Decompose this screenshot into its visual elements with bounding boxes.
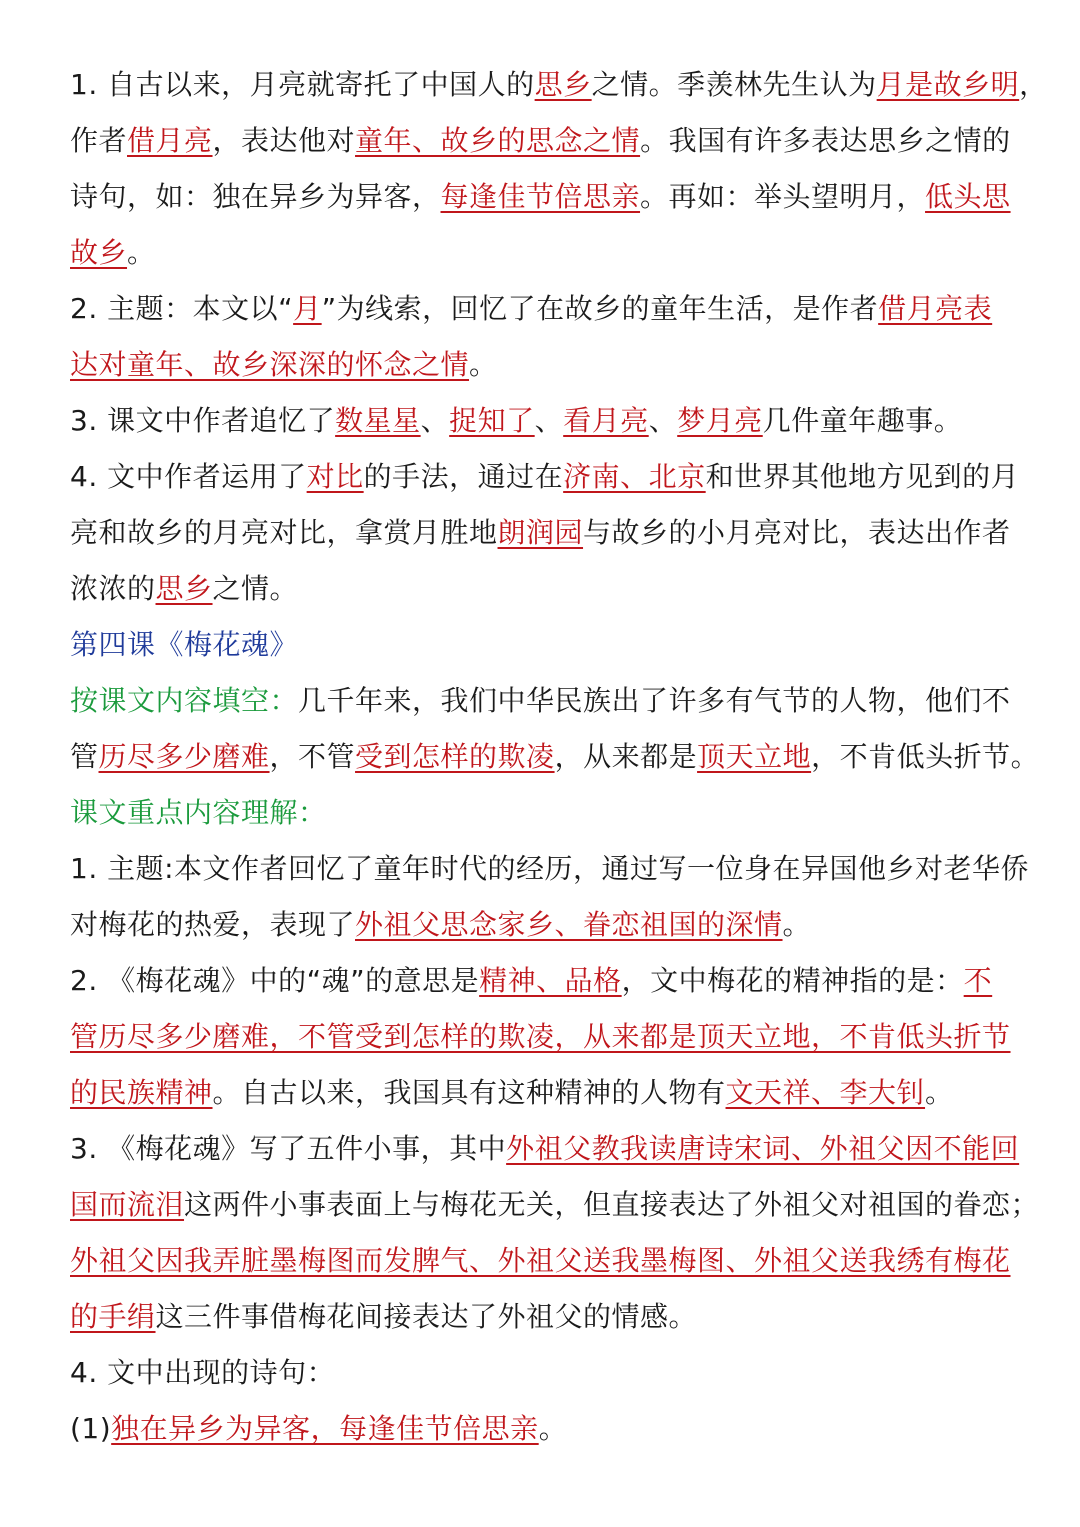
answer-blank: 历尽多少磨难 bbox=[98, 740, 270, 773]
paragraph-4-line-2 bbox=[70, 505, 1015, 561]
text: 1. 自古以来，月亮就寄托了中国人的 bbox=[70, 68, 535, 101]
text: 对梅花的热爱，表现了 bbox=[70, 908, 356, 941]
text: ，不肯低头折节。 bbox=[811, 740, 1040, 773]
text: 之情。 bbox=[212, 572, 299, 605]
text: 4. 文中出现的诗句： bbox=[70, 1356, 336, 1389]
paragraph-3-line-1 bbox=[70, 393, 1015, 449]
paragraph-2-line-2 bbox=[70, 337, 1015, 393]
text: 这两件小事表面上与梅花无关，但直接表达了外祖父对祖国的眷恋； bbox=[184, 1188, 1040, 1221]
text: 浓浓的 bbox=[70, 572, 156, 605]
key-4-line-2 bbox=[70, 1401, 1015, 1457]
key-3-line-1 bbox=[70, 1121, 1020, 1177]
answer-blank: 月 bbox=[293, 292, 322, 325]
key-3-line-2 bbox=[70, 1177, 1040, 1233]
answer-blank: 捉知了 bbox=[449, 404, 535, 437]
text: 3. 《梅花魂》写了五件小事，其中 bbox=[70, 1132, 507, 1165]
text: 。自古以来，我国具有这种精神的人物有 bbox=[212, 1076, 726, 1109]
answer-blank: 思乡 bbox=[155, 572, 213, 605]
text: 与故乡的小月亮对比，表达出作者 bbox=[583, 516, 1011, 549]
paragraph-4-line-1 bbox=[70, 449, 1020, 505]
answer-blank: 独在异乡为异客，每逢佳节倍思亲 bbox=[111, 1412, 539, 1445]
answer-blank: 不 bbox=[963, 964, 993, 997]
fill-line-2 bbox=[70, 729, 1040, 785]
paragraph-1-line-4 bbox=[70, 225, 1015, 281]
text: 1. 主题:本文作者回忆了童年时代的经历，通过写一位身在异国他乡对老华侨 bbox=[70, 852, 1030, 885]
key-3-line-4 bbox=[70, 1289, 1015, 1345]
answer-blank: 达对童年、故乡深深的怀念之情 bbox=[70, 348, 470, 381]
answer-blank: 文天祥、李大钊 bbox=[725, 1076, 926, 1109]
text: 、 bbox=[534, 404, 564, 437]
text: 。 bbox=[782, 908, 812, 941]
text: ，不管 bbox=[269, 740, 356, 773]
text: 和世界其他地方见到的月 bbox=[705, 460, 1020, 493]
answer-blank: 管历尽多少磨难，不管受到怎样的欺凌，从来都是顶天立地，不肯低头折节 bbox=[70, 1020, 1011, 1053]
text: 。再如：举头望明月， bbox=[640, 180, 926, 213]
fill-label: 按课文内容填空： bbox=[70, 684, 299, 717]
text: ”为线索，回忆了在故乡的童年生活，是作者 bbox=[321, 292, 879, 325]
text: 、 bbox=[648, 404, 678, 437]
text: 3. 课文中作者追忆了 bbox=[70, 404, 336, 437]
key-4-line-1 bbox=[70, 1345, 1015, 1401]
answer-blank: 思乡 bbox=[534, 68, 592, 101]
text: 诗句，如：独在异乡为异客， bbox=[70, 180, 441, 213]
text: 。 bbox=[925, 1076, 954, 1109]
answer-blank: 梦月亮 bbox=[677, 404, 763, 437]
fill-line-1 bbox=[70, 673, 1015, 729]
answer-blank: 低头思 bbox=[925, 180, 1011, 213]
text: 的手法，通过在 bbox=[363, 460, 564, 493]
paragraph-4-line-3 bbox=[70, 561, 1015, 617]
key-2-line-3 bbox=[70, 1065, 1015, 1121]
text: 2. 主题：本文以“ bbox=[70, 292, 294, 325]
key-1-line-2 bbox=[70, 897, 1015, 953]
answer-blank: 外祖父因我弄脏墨梅图而发脾气、外祖父送我墨梅图、外祖父送我绣有梅花 bbox=[70, 1244, 1011, 1277]
answer-blank: 国而流泪 bbox=[70, 1188, 185, 1221]
answer-blank: 的手绢 bbox=[70, 1300, 156, 1333]
answer-blank: 的民族精神 bbox=[70, 1076, 213, 1109]
answer-blank: 看月亮 bbox=[563, 404, 649, 437]
text: ， bbox=[1019, 68, 1048, 101]
answer-blank: 受到怎样的欺凌 bbox=[355, 740, 555, 773]
answer-blank: 朗润园 bbox=[497, 516, 584, 549]
key-1-line-1 bbox=[70, 841, 1030, 897]
text: 几千年来，我们中华民族出了许多有气节的人物，他们不 bbox=[298, 684, 1011, 717]
answer-blank: 月是故乡明 bbox=[876, 68, 1020, 101]
text: 几件童年趣事。 bbox=[762, 404, 963, 437]
text: (1) bbox=[70, 1412, 112, 1445]
answer-blank: 对比 bbox=[306, 460, 364, 493]
text: 。 bbox=[469, 348, 498, 381]
answer-blank: 童年、故乡的思念之情 bbox=[355, 124, 641, 157]
answer-blank: 外祖父思念家乡、眷恋祖国的深情 bbox=[355, 908, 783, 941]
text: 2. 《梅花魂》中的“魂”的意思是 bbox=[70, 964, 480, 997]
document-page bbox=[70, 57, 1048, 1457]
text: 这三件事借梅花间接表达了外祖父的情感。 bbox=[155, 1300, 698, 1333]
text: 管 bbox=[70, 740, 99, 773]
text: 亮和故乡的月亮对比，拿赏月胜地 bbox=[70, 516, 498, 549]
text: 4. 文中作者运用了 bbox=[70, 460, 307, 493]
answer-blank: 顶天立地 bbox=[697, 740, 812, 773]
answer-blank: 数星星 bbox=[335, 404, 421, 437]
answer-blank: 每逢佳节倍思亲 bbox=[440, 180, 641, 213]
answer-blank: 借月亮 bbox=[127, 124, 213, 157]
text: 之情。季羡林先生认为 bbox=[591, 68, 877, 101]
text: 、 bbox=[420, 404, 450, 437]
text: 作者 bbox=[70, 124, 128, 157]
paragraph-1-line-1 bbox=[70, 57, 1048, 113]
answer-blank: 借月亮表 bbox=[878, 292, 993, 325]
text: ，从来都是 bbox=[554, 740, 698, 773]
answer-blank: 故乡 bbox=[70, 236, 128, 269]
key-2-line-2 bbox=[70, 1009, 1015, 1065]
text: 。我国有许多表达思乡之情的 bbox=[640, 124, 1011, 157]
paragraph-1-line-3 bbox=[70, 169, 1015, 225]
key-2-line-1 bbox=[70, 953, 1015, 1009]
text: ，文中梅花的精神指的是： bbox=[621, 964, 964, 997]
paragraph-2-line-1 bbox=[70, 281, 1015, 337]
text: 。 bbox=[538, 1412, 568, 1445]
answer-blank: 济南、北京 bbox=[563, 460, 706, 493]
key-content-heading: 课文重点内容理解： bbox=[70, 796, 327, 829]
text: ，表达他对 bbox=[212, 124, 356, 157]
key-3-line-3 bbox=[70, 1233, 1015, 1289]
lesson-title: 第四课《梅花魂》 bbox=[70, 628, 299, 661]
paragraph-1-line-2 bbox=[70, 113, 1015, 169]
answer-blank: 外祖父教我读唐诗宋词、外祖父因不能回 bbox=[506, 1132, 1020, 1165]
text: 。 bbox=[127, 236, 156, 269]
answer-blank: 精神、品格 bbox=[479, 964, 622, 997]
